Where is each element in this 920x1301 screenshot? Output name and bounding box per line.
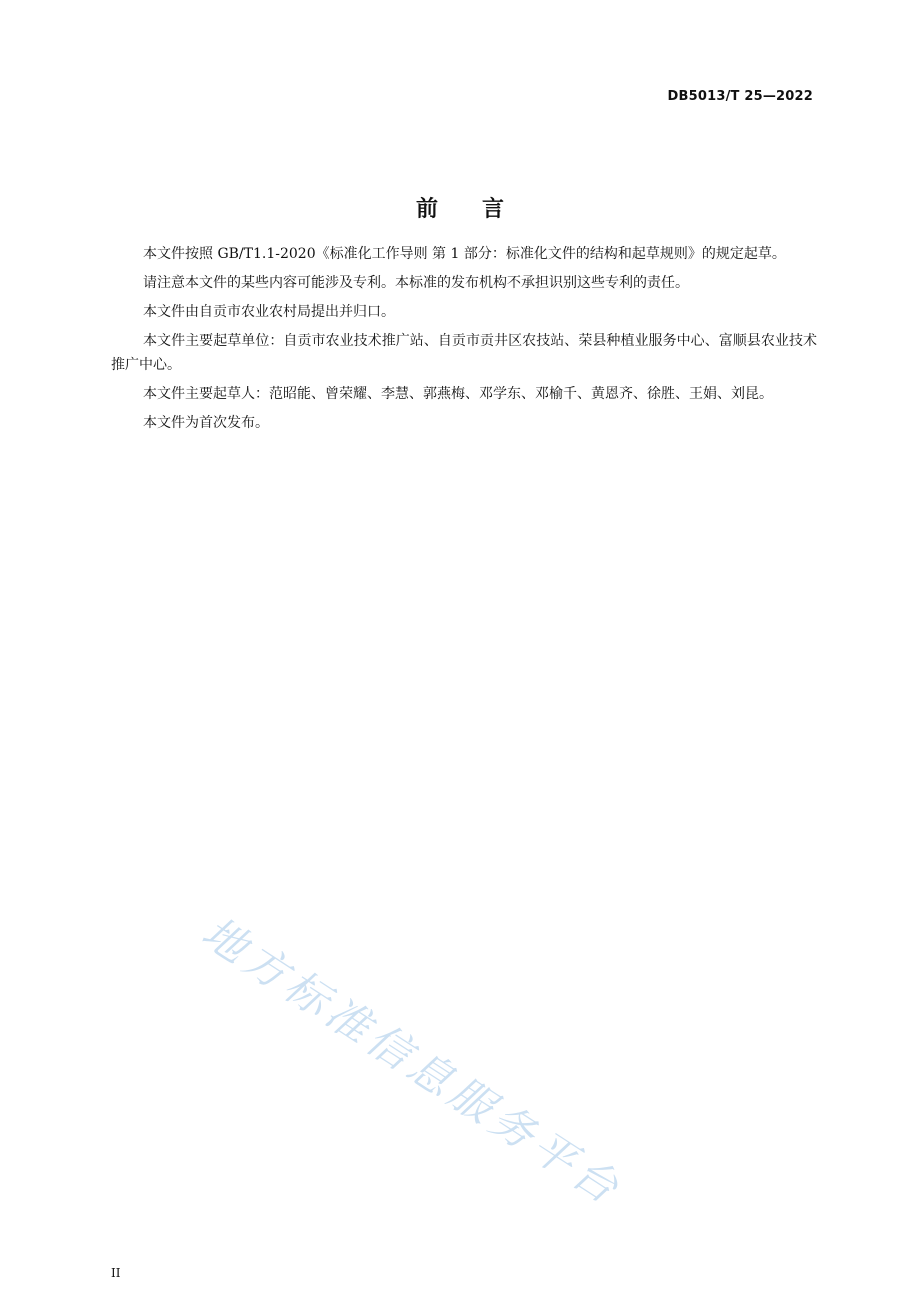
paragraph-patent-notice: 请注意本文件的某些内容可能涉及专利。本标准的发布机构不承担识别这些专利的责任。 xyxy=(143,275,689,291)
paragraph-first-release: 本文件为首次发布。 xyxy=(143,415,269,431)
page-number: II xyxy=(111,1266,121,1280)
paragraph-proposer: 本文件由自贡市农业农村局提出并归口。 xyxy=(143,304,395,320)
paragraph-drafting-units: 本文件主要起草单位：自贡市农业技术推广站、自贡市贡井区农技站、荣县种植业服务中心、富顺县农业技术推广中心。 xyxy=(111,333,817,373)
document-code: DB5013/T 25—2022 xyxy=(667,89,813,104)
page-title: 前言 xyxy=(415,197,548,222)
foreword-body xyxy=(111,242,817,440)
paragraph-drafters: 本文件主要起草人：范昭能、曾荣耀、李慧、郭燕梅、邓学东、邓榆千、黄恩齐、徐胜、王娟、刘昆。 xyxy=(143,386,773,402)
watermark: 地方标准信息服务平台 xyxy=(192,907,632,1217)
paragraph-drafting-rules: 本文件按照 GB/T1.1-2020《标准化工作导则 第 1 部分：标准化文件的结构和起草规则》的规定起草。 xyxy=(143,246,786,262)
